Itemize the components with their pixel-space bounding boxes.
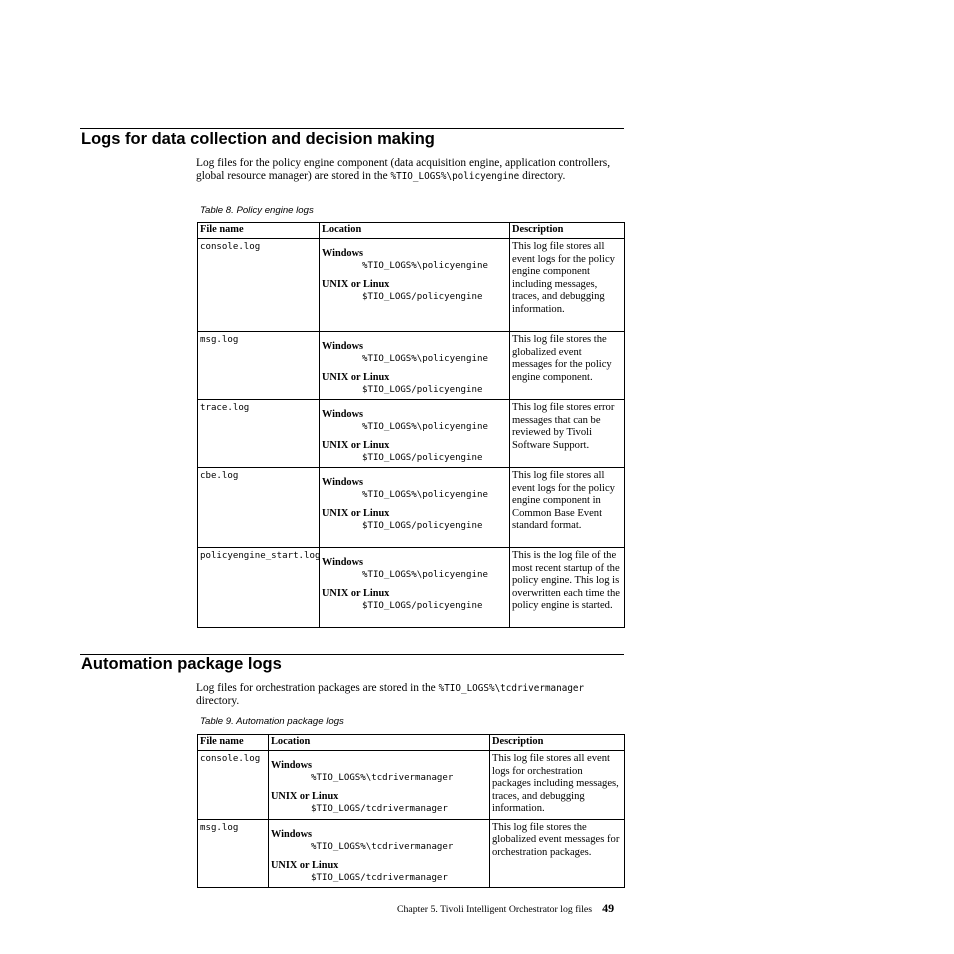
description-cell: This log file stores the globalized event messages for the policy engine component. <box>510 332 625 400</box>
page-footer <box>397 901 614 916</box>
section-heading-automation-logs: Automation package logs <box>81 655 282 673</box>
location-cell: Windows %TIO_LOGS%\policyengine UNIX or Linux $TIO_LOGS/policyengine <box>320 332 510 400</box>
description-cell: This log file stores the globalized event messages for orchestration packages. <box>490 819 625 887</box>
section-heading-policy-logs: Logs for data collection and decision making <box>81 130 435 148</box>
footer-chapter: Chapter 5. Tivoli Intelligent Orchestrator log files <box>397 904 593 915</box>
table-caption-automation: Table 9. Automation package logs <box>200 716 344 727</box>
file-name-cell: policyengine_start.log <box>198 548 320 628</box>
policy-engine-logs-table <box>197 222 625 628</box>
policy-logs-intro: Log files for the policy engine component (data acquisition engine, application controllers, global resource manager) are stored in the %TIO_LOGS%\policyengine directory. <box>196 157 611 183</box>
table-row <box>198 468 625 548</box>
file-name-cell: msg.log <box>198 332 320 400</box>
location-cell: Windows %TIO_LOGS%\policyengine UNIX or Linux $TIO_LOGS/policyengine <box>320 468 510 548</box>
automation-logs-dir: %TIO_LOGS%\tcdrivermanager <box>438 683 585 694</box>
policy-logs-dir: %TIO_LOGS%\policyengine <box>390 171 520 183</box>
location-cell: Windows %TIO_LOGS%\policyengine UNIX or Linux $TIO_LOGS/policyengine <box>320 548 510 628</box>
table-row <box>198 548 625 628</box>
table-row <box>198 239 625 332</box>
location-cell: Windows %TIO_LOGS%\policyengine UNIX or Linux $TIO_LOGS/policyengine <box>320 400 510 468</box>
location-cell: Windows %TIO_LOGS%\policyengine UNIX or Linux $TIO_LOGS/policyengine <box>320 239 510 332</box>
description-cell: This log file stores error messages that can be reviewed by Tivoli Software Support. <box>510 400 625 468</box>
header-file-name: File name <box>198 735 269 751</box>
description-cell: This log file stores all event logs for the policy engine component including messages, traces, and debugging information. <box>510 239 625 332</box>
file-name-cell: console.log <box>198 751 269 820</box>
file-name-cell: cbe.log <box>198 468 320 548</box>
table-header-row <box>198 223 625 239</box>
header-description: Description <box>510 223 625 239</box>
header-description: Description <box>490 735 625 751</box>
location-cell: Windows %TIO_LOGS%\tcdrivermanager UNIX or Linux $TIO_LOGS/tcdrivermanager <box>269 751 490 820</box>
table-row <box>198 400 625 468</box>
location-cell: Windows %TIO_LOGS%\tcdrivermanager UNIX or Linux $TIO_LOGS/tcdrivermanager <box>269 819 490 887</box>
header-location: Location <box>320 223 510 239</box>
file-name-cell: msg.log <box>198 819 269 887</box>
table-caption-policy: Table 8. Policy engine logs <box>200 205 314 216</box>
section-divider <box>80 128 624 129</box>
header-location: Location <box>269 735 490 751</box>
description-cell: This log file stores all event logs for the policy engine component in Common Base Event standard format. <box>510 468 625 548</box>
table-row <box>198 819 625 887</box>
automation-package-logs-table <box>197 734 625 888</box>
header-file-name: File name <box>198 223 320 239</box>
description-cell: This is the log file of the most recent startup of the policy engine. This log is overwritten each time the policy engine is started. <box>510 548 625 628</box>
page-number: 49 <box>602 901 615 915</box>
file-name-cell: trace.log <box>198 400 320 468</box>
table-row <box>198 332 625 400</box>
description-cell: This log file stores all event logs for orchestration packages including messages, traces, and debugging information. <box>490 751 625 820</box>
automation-logs-intro: Log files for orchestration packages are stored in the %TIO_LOGS%\tcdrivermanager directory. <box>196 682 585 708</box>
table-header-row <box>198 735 625 751</box>
file-name-cell: console.log <box>198 239 320 332</box>
table-row <box>198 751 625 820</box>
